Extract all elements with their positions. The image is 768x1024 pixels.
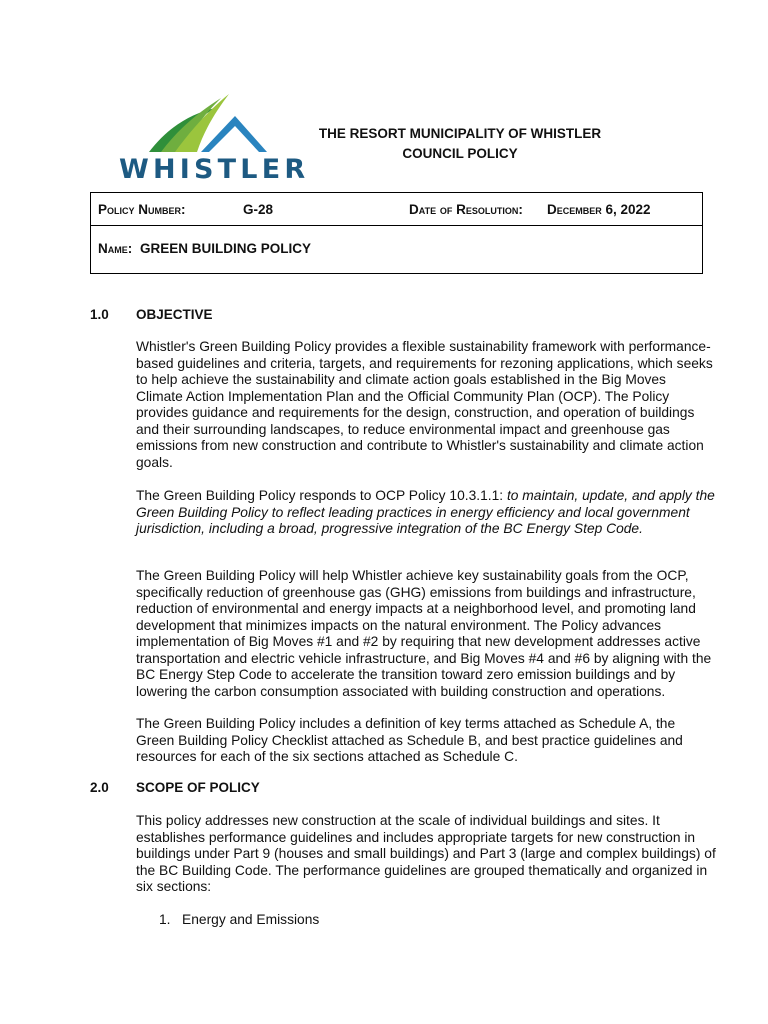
scope-paragraph: This policy addresses new construction at the scale of individual buildings and sites. It establishes performance guidelines and includes appropriate targets for new construction in buildings under Part 9 (houses and small buildings) and Part 3 (large and complex buildings) of the BC Building Code. The performance guidelines are grouped thematically and organized in six sections: (136, 813, 716, 894)
objective-paragraph-4: The Green Building Policy includes a definition of key terms attached as Schedule A, the Green Building Policy Checklist attached as Schedule B, and best practice guidelines and resources for each of the six sections attached as Schedule C. (136, 716, 683, 764)
council-policy-title: COUNCIL POLICY (402, 146, 518, 161)
objective-paragraph-2 (136, 488, 716, 538)
municipality-title: THE RESORT MUNICIPALITY OF WHISTLER (318, 126, 602, 141)
mountain-swoosh-icon (117, 88, 269, 158)
policy-name-label: Name: (98, 241, 133, 256)
section-title-objective: OBJECTIVE (136, 307, 213, 322)
section-title-scope: SCOPE OF POLICY (136, 780, 260, 795)
objective-paragraph-1: Whistler's Green Building Policy provides a flexible sustainability framework with performance-based guidelines and criteria, targets, and requirements for rezoning applications, which seeks to help achieve the sustainability and climate action goals established in the Big Moves Climate Action Implementation Plan and the Official Community Plan (OCP). The Policy provides guidance and requirements for the design, construction, and operation of buildings and their surrounding landscapes, to reduce environmental impact and greenhouse gas emissions from new construction and contribute to Whistler's sustainability and climate action goals. (136, 339, 713, 470)
policy-number-value: G-28 (243, 202, 274, 217)
policy-info-row (91, 193, 702, 226)
list-item (159, 912, 319, 927)
ocp-policy-quote: to maintain, update, and apply the Green Building Policy to reflect leading practices in energy efficiency and local government jurisdiction, including a broad, progressive integration of the BC Energy Step Code. (136, 488, 715, 536)
policy-name-row (91, 226, 702, 272)
section-number: 1.0 (90, 307, 109, 322)
policy-name-value: GREEN BUILDING POLICY (140, 241, 312, 256)
paragraph-lead-text: The Green Building Policy responds to OCP Policy 10.3.1.1: (136, 488, 507, 503)
list-item-text: Energy and Emissions (182, 912, 320, 927)
logo-wordmark: WHISTLER (119, 154, 310, 185)
list-marker: 1. (159, 912, 171, 927)
policy-number-label: Policy Number: (98, 202, 186, 217)
date-of-resolution-value: December 6, 2022 (547, 202, 651, 217)
objective-paragraph-3: The Green Building Policy will help Whistler achieve key sustainability goals from the OCP, specifically reduction of greenhouse gas (GHG) emissions from buildings and infrastructure, reduction of environmental and energy impacts at a neighborhood level, and promoting land development that minimizes impacts on the natural environment. The Policy advances implementation of Big Moves #1 and #2 by requiring that new development addresses active transportation and electric vehicle infrastructure, and Big Moves #4 and #6 by aligning with the BC Energy Step Code to accelerate the transition toward zero emission buildings and by lowering the carbon consumption associated with building construction and operations. (136, 568, 712, 699)
policy-info-table (90, 192, 703, 274)
document-header (300, 124, 620, 164)
section-number: 2.0 (90, 780, 109, 795)
date-of-resolution-label: Date of Resolution: (409, 202, 523, 217)
